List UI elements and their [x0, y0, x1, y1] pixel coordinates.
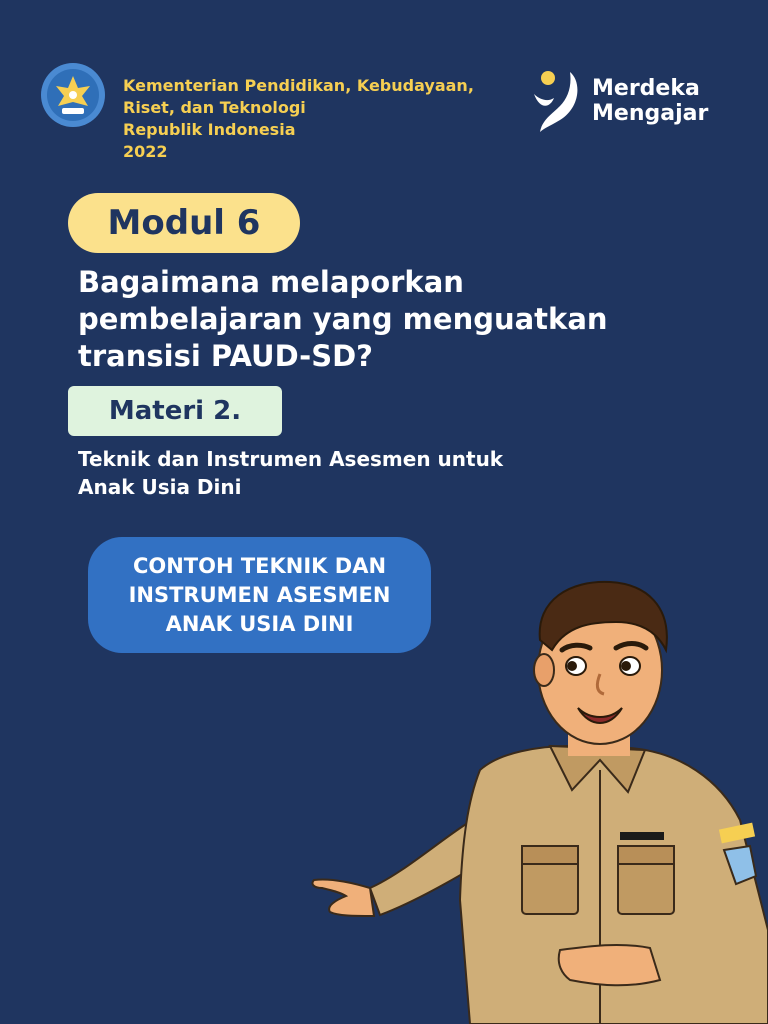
ministry-line: Riset, dan Teknologi — [123, 98, 306, 117]
ministry-line: Republik Indonesia — [123, 120, 296, 139]
materi-title-line: Anak Usia Dini — [78, 475, 242, 499]
question-line: pembelajaran yang menguatkan — [78, 302, 608, 336]
teacher-illustration — [300, 570, 768, 1024]
brand-line: Merdeka — [592, 76, 700, 101]
merdeka-mengajar-logo-icon — [530, 68, 582, 134]
question-line: transisi PAUD-SD? — [78, 339, 373, 373]
question-line: Bagaimana melaporkan — [78, 265, 464, 299]
modul-label: Modul 6 — [107, 203, 261, 243]
ministry-line: Kementerian Pendidikan, Kebudayaan, — [123, 76, 474, 95]
ministry-year: 2022 — [123, 142, 168, 161]
materi-title — [78, 445, 638, 501]
materi-label: Materi 2. — [108, 396, 242, 426]
module-question — [78, 264, 698, 375]
ministry-name — [123, 75, 474, 163]
callout-line: ANAK USIA DINI — [165, 611, 354, 636]
callout-line: INSTRUMEN ASESMEN — [128, 582, 391, 607]
materi-badge — [68, 386, 282, 436]
materi-title-line: Teknik dan Instrumen Asesmen untuk — [78, 447, 504, 471]
modul-badge — [68, 193, 300, 253]
brand-line: Mengajar — [592, 101, 709, 126]
brand-wordmark — [592, 76, 708, 126]
tut-wuri-handayani-emblem-icon — [40, 62, 106, 128]
callout-line: CONTOH TEKNIK DAN — [132, 553, 387, 578]
